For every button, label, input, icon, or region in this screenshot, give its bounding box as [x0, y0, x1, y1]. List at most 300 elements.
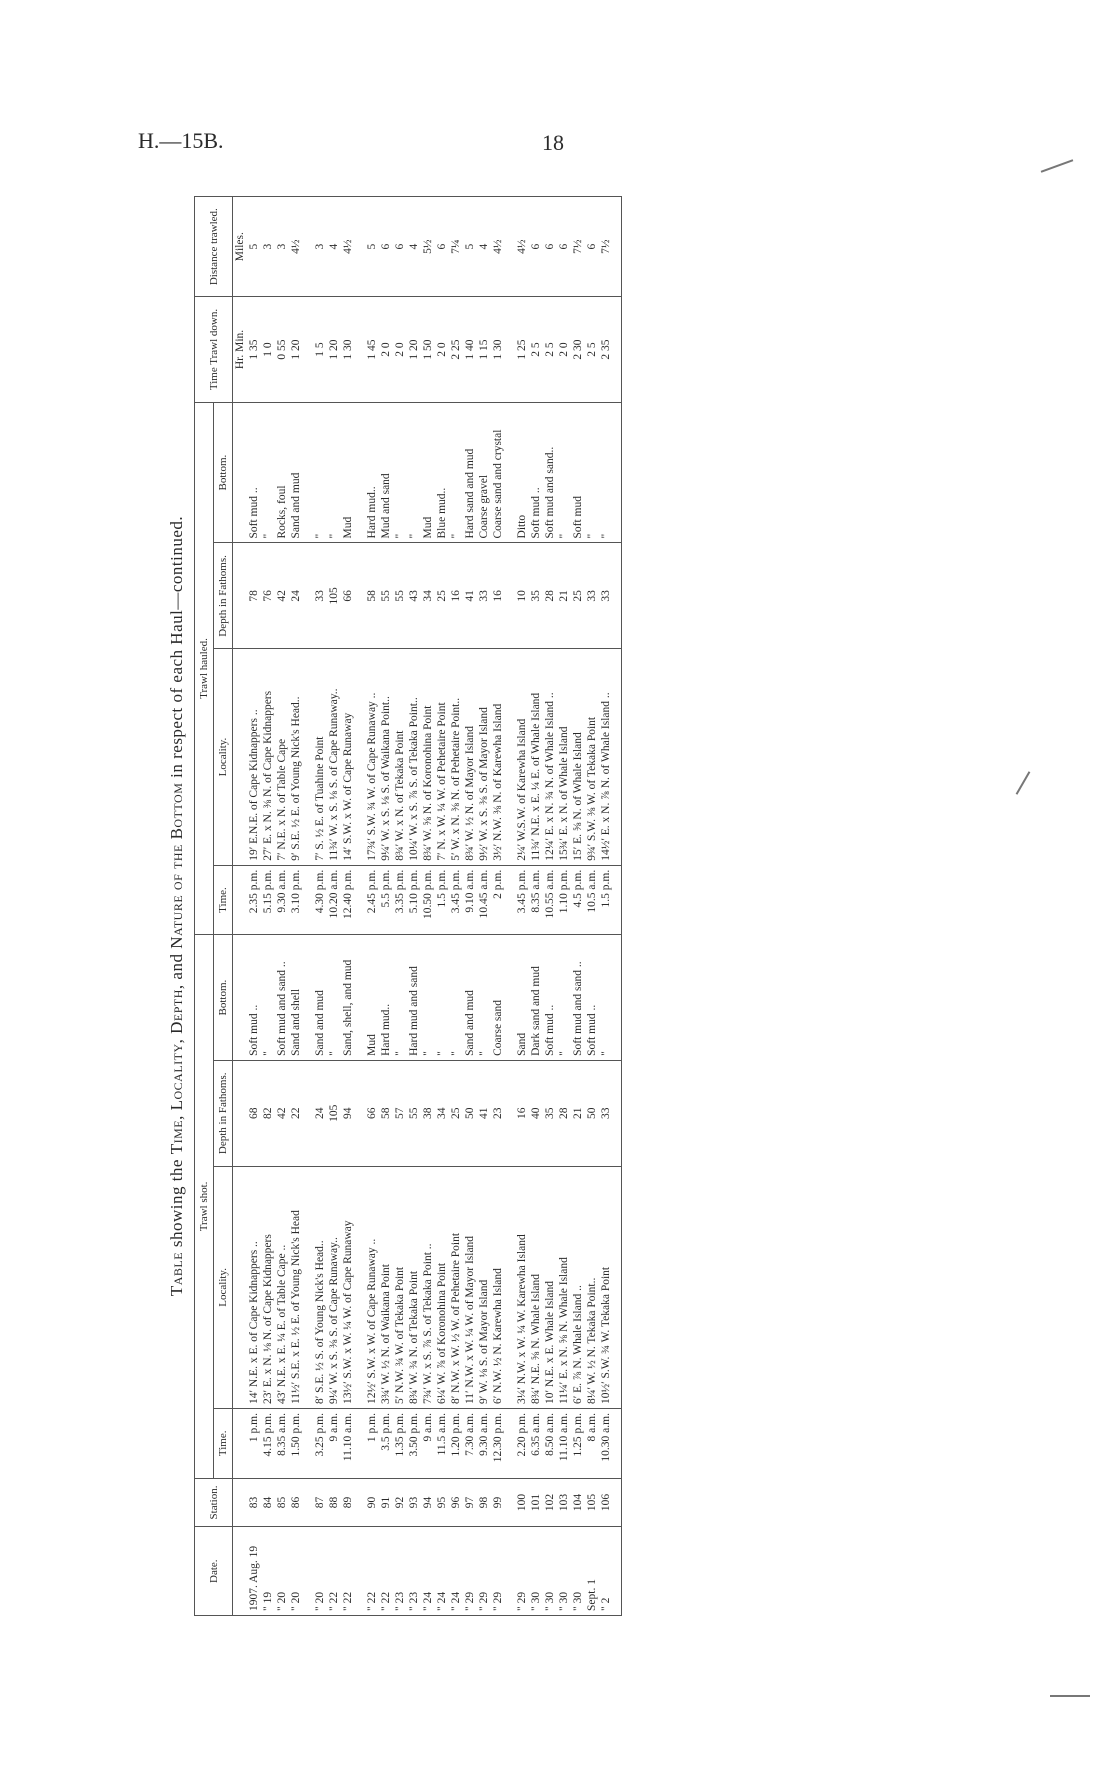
cell-station: 102 [543, 1478, 557, 1527]
cell-station: 103 [557, 1478, 571, 1527]
cell-date: " 30 [571, 1527, 585, 1616]
caption-locality: Locality [167, 1043, 186, 1111]
cell-shot-bottom: Sand [505, 935, 529, 1061]
cell-haul-loc: 9′ S.E. ½ E. of Young Nick's Head.. [289, 649, 303, 865]
cell-dist: 7¼ [449, 197, 463, 297]
cell-down: 1 0 [261, 297, 275, 402]
cell-dist: 4½ [289, 197, 303, 297]
page-number: 18 [542, 130, 564, 155]
cell-shot-loc: 8′ S.E. ½ S. of Young Nick's Head.. [303, 1166, 327, 1408]
cell-haul-depth: 21 [557, 543, 571, 649]
cell-date: " 30 [557, 1527, 571, 1616]
cell-haul-depth: 66 [341, 543, 355, 649]
cell-station: 105 [585, 1478, 599, 1527]
cell-haul-loc: 14½′ E. x N. ⅞ N. of Whale Island .. [599, 649, 622, 865]
cell-date: " 24 [449, 1527, 463, 1616]
cell-haul-bottom: Mud and sand [379, 402, 393, 543]
cell-station: 96 [449, 1478, 463, 1527]
cell-down: 1 50 [421, 297, 435, 402]
cell-station: 99 [491, 1478, 505, 1527]
col-distance: Distance trawled. [195, 197, 233, 297]
cell-down: 2 30 [571, 297, 585, 402]
cell-shot-time: 3.50 p.m. [407, 1409, 421, 1479]
table-row [477, 197, 491, 1616]
cell-station: 95 [435, 1478, 449, 1527]
cell-shot-bottom: Mud [355, 935, 379, 1061]
cell-date: " 30 [529, 1527, 543, 1616]
cell-shot-bottom: Sand and shell [289, 935, 303, 1061]
cell-dist: 5 [355, 197, 379, 297]
cell-shot-depth: 23 [491, 1060, 505, 1166]
cell-shot-depth: 22 [289, 1060, 303, 1166]
cell-dist: 6 [543, 197, 557, 297]
cell-haul-loc: 17¾′ S.W. ¾ W. of Cape Runaway .. [355, 649, 379, 865]
cell-shot-depth: 82 [261, 1060, 275, 1166]
col-trawl-down: Time Trawl down. [195, 297, 233, 402]
col-trawl-hauled: Trawl hauled. [195, 402, 214, 935]
cell-shot-time: 11.5 a.m. [435, 1409, 449, 1479]
cell-shot-depth: 38 [421, 1060, 435, 1166]
cell-station: 84 [261, 1478, 275, 1527]
cell-haul-depth: 25 [435, 543, 449, 649]
cell-dist: 3 [261, 197, 275, 297]
table-row [543, 197, 557, 1616]
cell-haul-time: 4.5 p.m. [571, 865, 585, 935]
cell-haul-loc: 10¼′ W. x S. ⅞ S. of Tekaka Point.. [407, 649, 421, 865]
table-row [557, 197, 571, 1616]
cell-shot-time: 8.35 a.m. [275, 1409, 289, 1479]
cell-shot-bottom: Sand, shell, and mud [341, 935, 355, 1061]
cell-shot-loc: 10½′ S.W. ¾ W. Tekaka Point [599, 1166, 622, 1408]
cell-shot-loc: 6′ N.W. ½ N. Karewha Island [491, 1166, 505, 1408]
cell-down: 2 0 [379, 297, 393, 402]
cell-shot-time: 3.25 p.m. [303, 1409, 327, 1479]
cell-haul-bottom: Blue mud.. [435, 402, 449, 543]
cell-haul-depth: 105 [327, 543, 341, 649]
rotated-table-block [160, 196, 1080, 1616]
cell-haul-loc: 11¾′ N.E. x E. ¼ E. of Whale Island [529, 649, 543, 865]
cell-shot-loc: 8¼′ W. ½ N. Tekaka Point.. [585, 1166, 599, 1408]
cell-haul-time: 2.35 p.m. [247, 865, 261, 935]
cell-shot-time: 7.30 a.m. [463, 1409, 477, 1479]
cell-haul-depth: 25 [571, 543, 585, 649]
cell-haul-bottom: Hard mud.. [355, 402, 379, 543]
cell-shot-depth: 24 [303, 1060, 327, 1166]
cell-station: 101 [529, 1478, 543, 1527]
cell-shot-time: 12.30 p.m. [491, 1409, 505, 1479]
cell-shot-loc: 11¼′ E. x N. ⅝ N. Whale Island [557, 1166, 571, 1408]
table-row [379, 197, 393, 1616]
cell-dist: 6 [557, 197, 571, 297]
table-row [505, 197, 529, 1616]
cell-down: 2 0 [557, 297, 571, 402]
cell-down: 2 5 [543, 297, 557, 402]
cell-shot-loc: 6¼′ W. ⅞ of Koronohina Point [435, 1166, 449, 1408]
cell-dist: 7½ [571, 197, 585, 297]
table-row [407, 197, 421, 1616]
cell-dist: 4½ [491, 197, 505, 297]
cell-down: 1 25 [505, 297, 529, 402]
cell-shot-loc: 10′ N.E. x E. Whale Island [543, 1166, 557, 1408]
cell-dist: 6 [435, 197, 449, 297]
cell-haul-loc: 2¼′ W.S.W. of Karewha Island [505, 649, 529, 865]
caption-suffix: in respect of each Haul—continued. [167, 515, 186, 778]
table-row [435, 197, 449, 1616]
cell-haul-bottom: " [449, 402, 463, 543]
cell-haul-loc: 27′ E. x N. ⅜ N. of Cape Kidnappers [261, 649, 275, 865]
cell-shot-depth: 42 [275, 1060, 289, 1166]
cell-shot-time: 8.50 a.m. [543, 1409, 557, 1479]
cell-shot-bottom: " [393, 935, 407, 1061]
cell-haul-depth: 78 [247, 543, 261, 649]
table-row [355, 197, 379, 1616]
cell-shot-depth: 25 [449, 1060, 463, 1166]
table-row [341, 197, 355, 1616]
table-row [585, 197, 599, 1616]
cell-haul-time: 12.40 p.m. [341, 865, 355, 935]
cell-haul-time: 5.5 p.m. [379, 865, 393, 935]
col-shot-time: Time. [214, 1409, 233, 1479]
cell-haul-depth: 33 [585, 543, 599, 649]
cell-haul-depth: 33 [477, 543, 491, 649]
table-row [261, 197, 275, 1616]
cell-date: " 19 [261, 1527, 275, 1616]
cell-haul-depth: 16 [449, 543, 463, 649]
cell-shot-loc: 12½′ S.W. x W. of Cape Runaway .. [355, 1166, 379, 1408]
table-body [233, 197, 622, 1616]
cell-date: " 29 [463, 1527, 477, 1616]
cell-haul-depth: 10 [505, 543, 529, 649]
cell-haul-depth: 42 [275, 543, 289, 649]
cell-dist: 4 [407, 197, 421, 297]
cell-shot-loc: 5′ N.W. ¾ W. of Tekaka Point [393, 1166, 407, 1408]
cell-haul-depth: 24 [289, 543, 303, 649]
cell-haul-bottom: " [599, 402, 622, 543]
cell-haul-time: 9.10 a.m. [463, 865, 477, 935]
cell-shot-loc: 14′ N.E. x E. of Cape Kidnappers .. [247, 1166, 261, 1408]
cell-date: " 20 [289, 1527, 303, 1616]
cell-haul-depth: 28 [543, 543, 557, 649]
cell-down: 1 30 [341, 297, 355, 402]
cell-haul-loc: 8¾′ W. x N. of Tekaka Point [393, 649, 407, 865]
cell-haul-bottom: Rocks, foul [275, 402, 289, 543]
cell-haul-bottom: Coarse sand and crystal [491, 402, 505, 543]
cell-shot-time: 9.30 a.m. [477, 1409, 491, 1479]
cell-shot-time: 2.20 p.m. [505, 1409, 529, 1479]
cell-haul-time: 9.30 a.m. [275, 865, 289, 935]
cell-down: 1 20 [289, 297, 303, 402]
cell-shot-bottom: Sand and mud [463, 935, 477, 1061]
cell-shot-time: 1 p.m. [355, 1409, 379, 1479]
cell-date: 1907. Aug. 19 [247, 1527, 261, 1616]
cell-dist: 7½ [599, 197, 622, 297]
cell-haul-bottom: Soft mud [571, 402, 585, 543]
margin-mark [1041, 159, 1074, 173]
table-row [421, 197, 435, 1616]
cell-haul-loc: 9½′ W. x S. ⅜ S. of Mayor Island [477, 649, 491, 865]
cell-shot-loc: 9¼′ W. x S. ⅜ S. of Cape Runaway.. [327, 1166, 341, 1408]
cell-down: 1 5 [303, 297, 327, 402]
cell-shot-depth: 40 [529, 1060, 543, 1166]
cell-station: 83 [247, 1478, 261, 1527]
cell-haul-depth: 58 [355, 543, 379, 649]
cell-shot-bottom: Hard mud and sand [407, 935, 421, 1061]
cell-shot-depth: 94 [341, 1060, 355, 1166]
cell-haul-bottom: Mud [341, 402, 355, 543]
cell-haul-bottom: " [393, 402, 407, 543]
cell-haul-time: 1.5 p.m. [435, 865, 449, 935]
cell-shot-depth: 35 [543, 1060, 557, 1166]
cell-haul-loc: 14′ S.W. x W. of Cape Runaway [341, 649, 355, 865]
cell-down: 2 5 [529, 297, 543, 402]
cell-shot-depth: 50 [463, 1060, 477, 1166]
cell-shot-bottom: Soft mud and sand .. [275, 935, 289, 1061]
cell-down: 0 55 [275, 297, 289, 402]
cell-haul-time: 3.45 p.m. [449, 865, 463, 935]
cell-station: 90 [355, 1478, 379, 1527]
cell-haul-bottom: " [407, 402, 421, 543]
margin-mark [1050, 1695, 1090, 1697]
cell-dist: 3 [303, 197, 327, 297]
table-row [275, 197, 289, 1616]
cell-haul-time: 10.5 a.m. [585, 865, 599, 935]
cell-haul-depth: 55 [379, 543, 393, 649]
cell-haul-time: 3.35 p.m. [393, 865, 407, 935]
cell-haul-bottom: " [327, 402, 341, 543]
cell-haul-bottom: Mud [421, 402, 435, 543]
table-row [529, 197, 543, 1616]
cell-shot-time: 1.25 p.m. [571, 1409, 585, 1479]
cell-haul-bottom: Hard sand and mud [463, 402, 477, 543]
caption-prefix: Table [167, 1251, 186, 1297]
col-shot-bottom: Bottom. [214, 935, 233, 1061]
cell-station: 93 [407, 1478, 421, 1527]
cell-shot-loc: 11½′ S.E. x E. ½ E. of Young Nick's Head [289, 1166, 303, 1408]
cell-shot-bottom: Coarse sand [491, 935, 505, 1061]
cell-date: " 29 [477, 1527, 491, 1616]
caption-depth: Depth [167, 989, 186, 1034]
col-date: Date. [195, 1527, 233, 1616]
cell-shot-time: 4.15 p.m. [261, 1409, 275, 1479]
cell-dist: 6 [529, 197, 543, 297]
cell-shot-depth: 58 [379, 1060, 393, 1166]
cell-shot-depth: 68 [247, 1060, 261, 1166]
cell-down: 1 15 [477, 297, 491, 402]
cell-shot-time: 8 a.m. [585, 1409, 599, 1479]
cell-shot-loc: 7¾′ W. x S. ⅞ S. of Tekaka Point .. [421, 1166, 435, 1408]
cell-haul-time: 3.45 p.m. [505, 865, 529, 935]
cell-haul-bottom: Soft mud .. [529, 402, 543, 543]
cell-haul-bottom: Soft mud and sand.. [543, 402, 557, 543]
cell-shot-depth: 66 [355, 1060, 379, 1166]
cell-shot-depth: 28 [557, 1060, 571, 1166]
cell-down: 2 5 [585, 297, 599, 402]
table-row [491, 197, 505, 1616]
cell-station: 100 [505, 1478, 529, 1527]
cell-date: " 22 [355, 1527, 379, 1616]
cell-station: 104 [571, 1478, 585, 1527]
cell-date: " 22 [327, 1527, 341, 1616]
cell-shot-loc: 9′ W. ⅛ S. of Mayor Island [477, 1166, 491, 1408]
cell-down: 1 40 [463, 297, 477, 402]
cell-shot-time: 1.35 p.m. [393, 1409, 407, 1479]
table-row [327, 197, 341, 1616]
cell-haul-time: 1.10 p.m. [557, 865, 571, 935]
cell-shot-loc: 3¾′ W. ½ N. of Waikana Point [379, 1166, 393, 1408]
cell-shot-loc: 13½′ S.W. x W. ¼ W. of Cape Runaway [341, 1166, 355, 1408]
cell-shot-loc: 43′ N.E. x E. ¼ E. of Table Cape .. [275, 1166, 289, 1408]
cell-shot-depth: 105 [327, 1060, 341, 1166]
cell-shot-time: 6.35 a.m. [529, 1409, 543, 1479]
col-haul-bottom: Bottom. [214, 402, 233, 543]
cell-shot-loc: 8′ N.W. x W. ½ W. of Pehetaire Point [449, 1166, 463, 1408]
cell-shot-depth: 21 [571, 1060, 585, 1166]
cell-date: " 23 [407, 1527, 421, 1616]
cell-station: 98 [477, 1478, 491, 1527]
cell-date: " 29 [491, 1527, 505, 1616]
table-row [571, 197, 585, 1616]
cell-haul-loc: 15′ E. ⅝ N. of Whale Island [571, 649, 585, 865]
cell-shot-depth: 33 [599, 1060, 622, 1166]
cell-station: 86 [289, 1478, 303, 1527]
cell-down: 1 45 [355, 297, 379, 402]
cell-haul-bottom: " [585, 402, 599, 543]
cell-haul-depth: 76 [261, 543, 275, 649]
cell-haul-depth: 33 [599, 543, 622, 649]
col-trawl-shot: Trawl shot. [195, 935, 214, 1478]
cell-dist: 4½ [505, 197, 529, 297]
cell-haul-bottom: Soft mud .. [247, 402, 261, 543]
cell-haul-loc: 9¾′ S.W. ⅜ W. of Tekaka Point [585, 649, 599, 865]
cell-station: 88 [327, 1478, 341, 1527]
cell-haul-loc: 15¾′ E. x N. of Whale Island [557, 649, 571, 865]
cell-shot-time: 9 a.m. [327, 1409, 341, 1479]
cell-shot-time: 3.5 p.m. [379, 1409, 393, 1479]
cell-haul-time: 2 p.m. [491, 865, 505, 935]
col-shot-locality: Locality. [214, 1166, 233, 1408]
cell-haul-bottom: " [261, 402, 275, 543]
cell-shot-depth: 55 [407, 1060, 421, 1166]
cell-station: 92 [393, 1478, 407, 1527]
cell-shot-loc: 6′ E. ⅞ N. Whale Island .. [571, 1166, 585, 1408]
cell-down: 2 0 [435, 297, 449, 402]
table-row [247, 197, 261, 1616]
cell-shot-time: 10.30 a.m. [599, 1409, 622, 1479]
cell-shot-time: 11.10 a.m. [557, 1409, 571, 1479]
cell-shot-bottom: Soft mud and sand .. [571, 935, 585, 1061]
cell-shot-depth: 41 [477, 1060, 491, 1166]
col-shot-depth: Depth in Fathoms. [214, 1060, 233, 1166]
cell-shot-bottom: " [557, 935, 571, 1061]
cell-date: " 24 [435, 1527, 449, 1616]
col-haul-time: Time. [214, 865, 233, 935]
cell-haul-bottom: Ditto [505, 402, 529, 543]
cell-shot-bottom: Soft mud .. [247, 935, 261, 1061]
cell-shot-loc: 8¾′ W. ¾ N. of Tekaka Point [407, 1166, 421, 1408]
table-row [303, 197, 327, 1616]
cell-shot-bottom: " [477, 935, 491, 1061]
cell-shot-bottom: " [327, 935, 341, 1061]
cell-shot-bottom: " [261, 935, 275, 1061]
cell-haul-loc: 5′ W. x N. ⅜ N. of Pehetaire Point.. [449, 649, 463, 865]
cell-down: 2 25 [449, 297, 463, 402]
cell-station: 89 [341, 1478, 355, 1527]
cell-station: 106 [599, 1478, 622, 1527]
unit-miles: Miles. [233, 197, 248, 297]
cell-haul-depth: 35 [529, 543, 543, 649]
cell-haul-loc: 7′ S. ½ E. of Tuahine Point [303, 649, 327, 865]
cell-shot-bottom: " [435, 935, 449, 1061]
cell-shot-loc: 23′ E. x N. ⅛ N. of Cape Kidnappers [261, 1166, 275, 1408]
cell-haul-depth: 55 [393, 543, 407, 649]
cell-haul-loc: 11¾′ W. x S. ⅛ S. of Cape Runaway.. [327, 649, 341, 865]
caption-and: and [167, 953, 186, 980]
cell-haul-time: 5.10 p.m. [407, 865, 421, 935]
cell-shot-bottom: " [449, 935, 463, 1061]
table-row [393, 197, 407, 1616]
haul-table [194, 196, 622, 1616]
cell-down: 1 20 [407, 297, 421, 402]
cell-haul-depth: 16 [491, 543, 505, 649]
table-row [463, 197, 477, 1616]
cell-shot-bottom: Soft mud .. [585, 935, 599, 1061]
cell-haul-time: 5.15 p.m. [261, 865, 275, 935]
cell-date: " 20 [275, 1527, 289, 1616]
cell-shot-bottom: " [421, 935, 435, 1061]
cell-haul-loc: 8¾′ W. ⅝ N. of Koronohina Point [421, 649, 435, 865]
caption-text: showing the [167, 1159, 186, 1248]
table-caption: Table showing the Time, Locality, Depth, and Nature of the Bottom in respect of each Haul—continued. [167, 515, 186, 1297]
col-haul-locality: Locality. [214, 649, 233, 865]
cell-haul-bottom: Sand and mud [289, 402, 303, 543]
cell-shot-depth: 57 [393, 1060, 407, 1166]
cell-shot-loc: 8¾′ N.E. ⅝ N. Whale Island [529, 1166, 543, 1408]
col-haul-depth: Depth in Fathoms. [214, 543, 233, 649]
cell-haul-time: 4.30 p.m. [303, 865, 327, 935]
cell-haul-loc: 12¼′ E. x N. ¾ N. of Whale Island .. [543, 649, 557, 865]
cell-date: " 2 [599, 1527, 622, 1616]
cell-down: 1 35 [247, 297, 261, 402]
cell-shot-depth: 50 [585, 1060, 599, 1166]
cell-date: " 20 [303, 1527, 327, 1616]
cell-haul-time: 3.10 p.m. [289, 865, 303, 935]
cell-shot-time: 1.50 p.m. [289, 1409, 303, 1479]
cell-date: " 30 [543, 1527, 557, 1616]
cell-down: 2 35 [599, 297, 622, 402]
cell-haul-loc: 3½′ N.W. ⅜ N. of Karewha Island [491, 649, 505, 865]
cell-date: " 24 [421, 1527, 435, 1616]
cell-date: " 22 [341, 1527, 355, 1616]
cell-dist: 6 [393, 197, 407, 297]
cell-haul-loc: 7′ N.E. x N. of Table Cape [275, 649, 289, 865]
cell-station: 87 [303, 1478, 327, 1527]
cell-shot-time: 1.20 p.m. [449, 1409, 463, 1479]
cell-haul-depth: 41 [463, 543, 477, 649]
table-row [599, 197, 622, 1616]
cell-haul-time: 10.45 a.m. [477, 865, 491, 935]
cell-shot-time: 1 p.m. [247, 1409, 261, 1479]
cell-station: 94 [421, 1478, 435, 1527]
cell-haul-loc: 7′ N. x W. ¼ W. of Pehetaire Point [435, 649, 449, 865]
cell-shot-depth: 34 [435, 1060, 449, 1166]
cell-dist: 5 [247, 197, 261, 297]
cell-haul-loc: 9¼′ W. x S. ⅛ S. of Waikana Point.. [379, 649, 393, 865]
cell-dist: 4½ [341, 197, 355, 297]
cell-shot-loc: 11′ N.W. x W. ¼ W. of Mayor Island [463, 1166, 477, 1408]
cell-shot-time: 9 a.m. [421, 1409, 435, 1479]
cell-shot-bottom: Dark sand and mud [529, 935, 543, 1061]
table-row [449, 197, 463, 1616]
